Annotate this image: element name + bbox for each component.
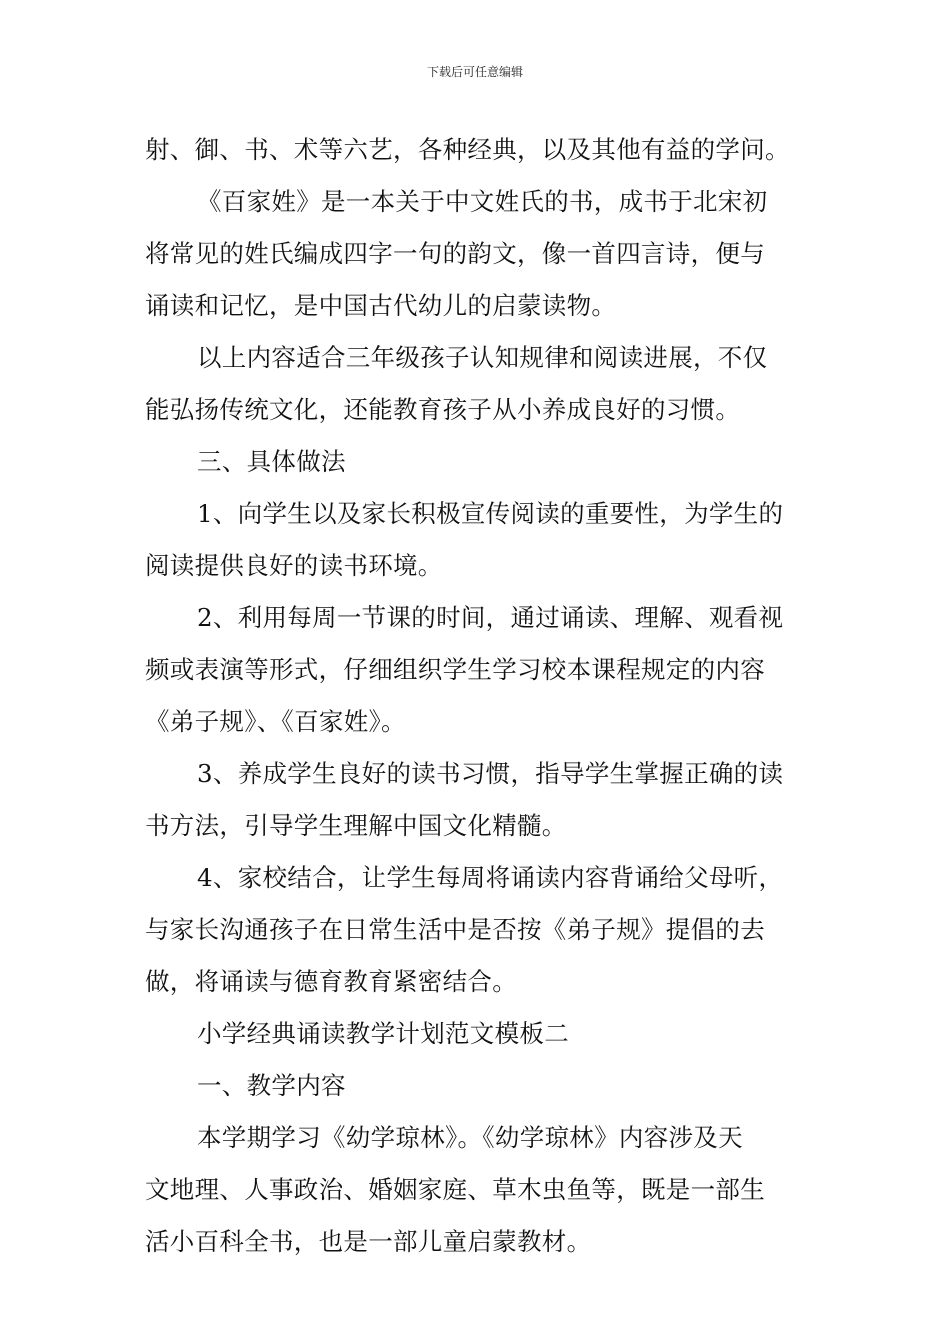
text-line: 书方法，引导学生理解中国文化精髓。 xyxy=(145,811,567,840)
text-line: 频或表演等形式，仔细组织学生学习校本课程规定的内容 xyxy=(145,655,765,684)
text-line: 《弟子规》、《百家姓》。 xyxy=(145,707,406,736)
document-body xyxy=(145,124,807,1268)
text-line: 做，将诵读与德育教育紧密结合。 xyxy=(145,967,517,996)
text-line: 以上内容适合三年级孩子认知规律和阅读进展，不仅 xyxy=(197,343,768,372)
text-line: 将常见的姓氏编成四字一句的韵文，像一首四言诗，便与 xyxy=(145,239,765,268)
text-line: 活小百科全书，也是一部儿童启蒙教材。 xyxy=(145,1227,592,1256)
text-line: 文地理、人事政治、婚姻家庭、草木虫鱼等，既是一部生 xyxy=(145,1175,765,1204)
page-header-note: 下载后可任意编辑 xyxy=(426,65,523,79)
text-line: 一、教学内容 xyxy=(197,1071,346,1100)
text-line: 4、家校结合，让学生每周将诵读内容背诵给父母听， xyxy=(197,863,784,892)
text-line: 3、养成学生良好的读书习惯，指导学生掌握正确的读 xyxy=(197,759,784,788)
text-line: 2、利用每周一节课的时间，通过诵读、理解、观看视 xyxy=(197,603,784,632)
text-line: 1、向学生以及家长积极宣传阅读的重要性，为学生的 xyxy=(197,499,784,528)
text-line: 阅读提供良好的读书环境。 xyxy=(145,551,443,580)
text-line: 射、御、书、术等六艺，各种经典，以及其他有益的学问。 xyxy=(145,135,790,164)
text-line: 诵读和记忆，是中国古代幼儿的启蒙读物。 xyxy=(145,291,617,320)
text-line: 能弘扬传统文化，还能教育孩子从小养成良好的习惯。 xyxy=(145,395,741,424)
text-line: 本学期学习《幼学琼林》。《幼学琼林》内容涉及天 xyxy=(197,1123,743,1152)
text-line: 三、具体做法 xyxy=(197,447,346,476)
text-line: 《百家姓》是一本关于中文姓氏的书，成书于北宋初 xyxy=(197,187,768,216)
text-line: 与家长沟通孩子在日常生活中是否按《弟子规》提倡的去 xyxy=(145,915,765,944)
text-line: 小学经典诵读教学计划范文模板二 xyxy=(197,1019,569,1048)
